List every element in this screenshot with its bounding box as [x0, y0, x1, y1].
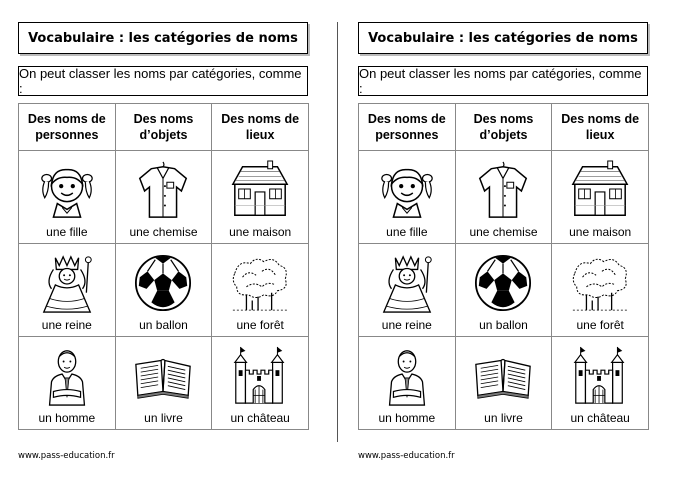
cell-ball — [455, 244, 552, 337]
forest-icon — [569, 250, 631, 316]
worksheet-left — [0, 0, 330, 480]
table-row — [19, 151, 309, 244]
table-row — [359, 337, 649, 430]
cell-girl — [359, 151, 456, 244]
soccer-ball-icon — [472, 250, 534, 316]
cell-forest — [552, 244, 649, 337]
word-label: une forêt — [236, 318, 284, 332]
cell-book — [455, 337, 552, 430]
cell-man — [19, 337, 116, 430]
house-icon — [229, 157, 291, 223]
footer-url: www.pass-education.fr — [18, 451, 115, 461]
word-label: un ballon — [139, 318, 188, 332]
table-row — [19, 337, 309, 430]
cell-castle — [212, 337, 309, 430]
man-icon — [36, 343, 98, 409]
house-icon — [569, 157, 631, 223]
man-icon — [376, 343, 438, 409]
column-header-persons: Des noms de personnes — [19, 104, 116, 151]
categories-table — [18, 103, 309, 430]
cell-queen — [19, 244, 116, 337]
word-label: un château — [570, 411, 630, 425]
cell-house — [552, 151, 649, 244]
table-row — [19, 244, 309, 337]
word-label: un homme — [378, 411, 436, 425]
shirt-icon — [132, 157, 194, 223]
page-title: Vocabulaire : les catégories de noms — [358, 22, 648, 54]
book-icon — [472, 343, 534, 409]
table-header-row — [359, 104, 649, 151]
intro-text: On peut classer les noms par catégories, comme : — [358, 66, 648, 96]
word-label: une forêt — [576, 318, 624, 332]
word-label: un château — [230, 411, 290, 425]
word-label: un livre — [484, 411, 523, 425]
cell-house — [212, 151, 309, 244]
word-label: une reine — [41, 318, 92, 332]
cell-shirt — [455, 151, 552, 244]
table-row — [359, 151, 649, 244]
cell-castle — [552, 337, 649, 430]
soccer-ball-icon — [132, 250, 194, 316]
cut-line-divider — [337, 22, 338, 442]
column-header-objects: Des noms d’objets — [115, 104, 212, 151]
cell-girl — [19, 151, 116, 244]
girl-icon — [376, 157, 438, 223]
shirt-icon — [472, 157, 534, 223]
word-label: une fille — [386, 225, 428, 239]
queen-icon — [36, 250, 98, 316]
table-header-row — [19, 104, 309, 151]
cell-forest — [212, 244, 309, 337]
word-label: un livre — [144, 411, 183, 425]
table-row — [359, 244, 649, 337]
footer-url: www.pass-education.fr — [358, 451, 455, 461]
forest-icon — [229, 250, 291, 316]
cell-ball — [115, 244, 212, 337]
queen-icon — [376, 250, 438, 316]
word-label: une reine — [381, 318, 432, 332]
column-header-places: Des noms de lieux — [212, 104, 309, 151]
column-header-objects: Des noms d’objets — [455, 104, 552, 151]
page-title: Vocabulaire : les catégories de noms — [18, 22, 308, 54]
word-label: un homme — [38, 411, 96, 425]
word-label: un ballon — [479, 318, 528, 332]
castle-icon — [229, 343, 291, 409]
cell-shirt — [115, 151, 212, 244]
castle-icon — [569, 343, 631, 409]
column-header-places: Des noms de lieux — [552, 104, 649, 151]
word-label: une chemise — [129, 225, 198, 239]
intro-text: On peut classer les noms par catégories, comme : — [18, 66, 308, 96]
word-label: une maison — [229, 225, 292, 239]
word-label: une fille — [46, 225, 88, 239]
column-header-persons: Des noms de personnes — [359, 104, 456, 151]
cell-man — [359, 337, 456, 430]
cell-queen — [359, 244, 456, 337]
word-label: une maison — [569, 225, 632, 239]
worksheet-right — [340, 0, 670, 480]
categories-table — [358, 103, 649, 430]
book-icon — [132, 343, 194, 409]
cell-book — [115, 337, 212, 430]
girl-icon — [36, 157, 98, 223]
word-label: une chemise — [469, 225, 538, 239]
